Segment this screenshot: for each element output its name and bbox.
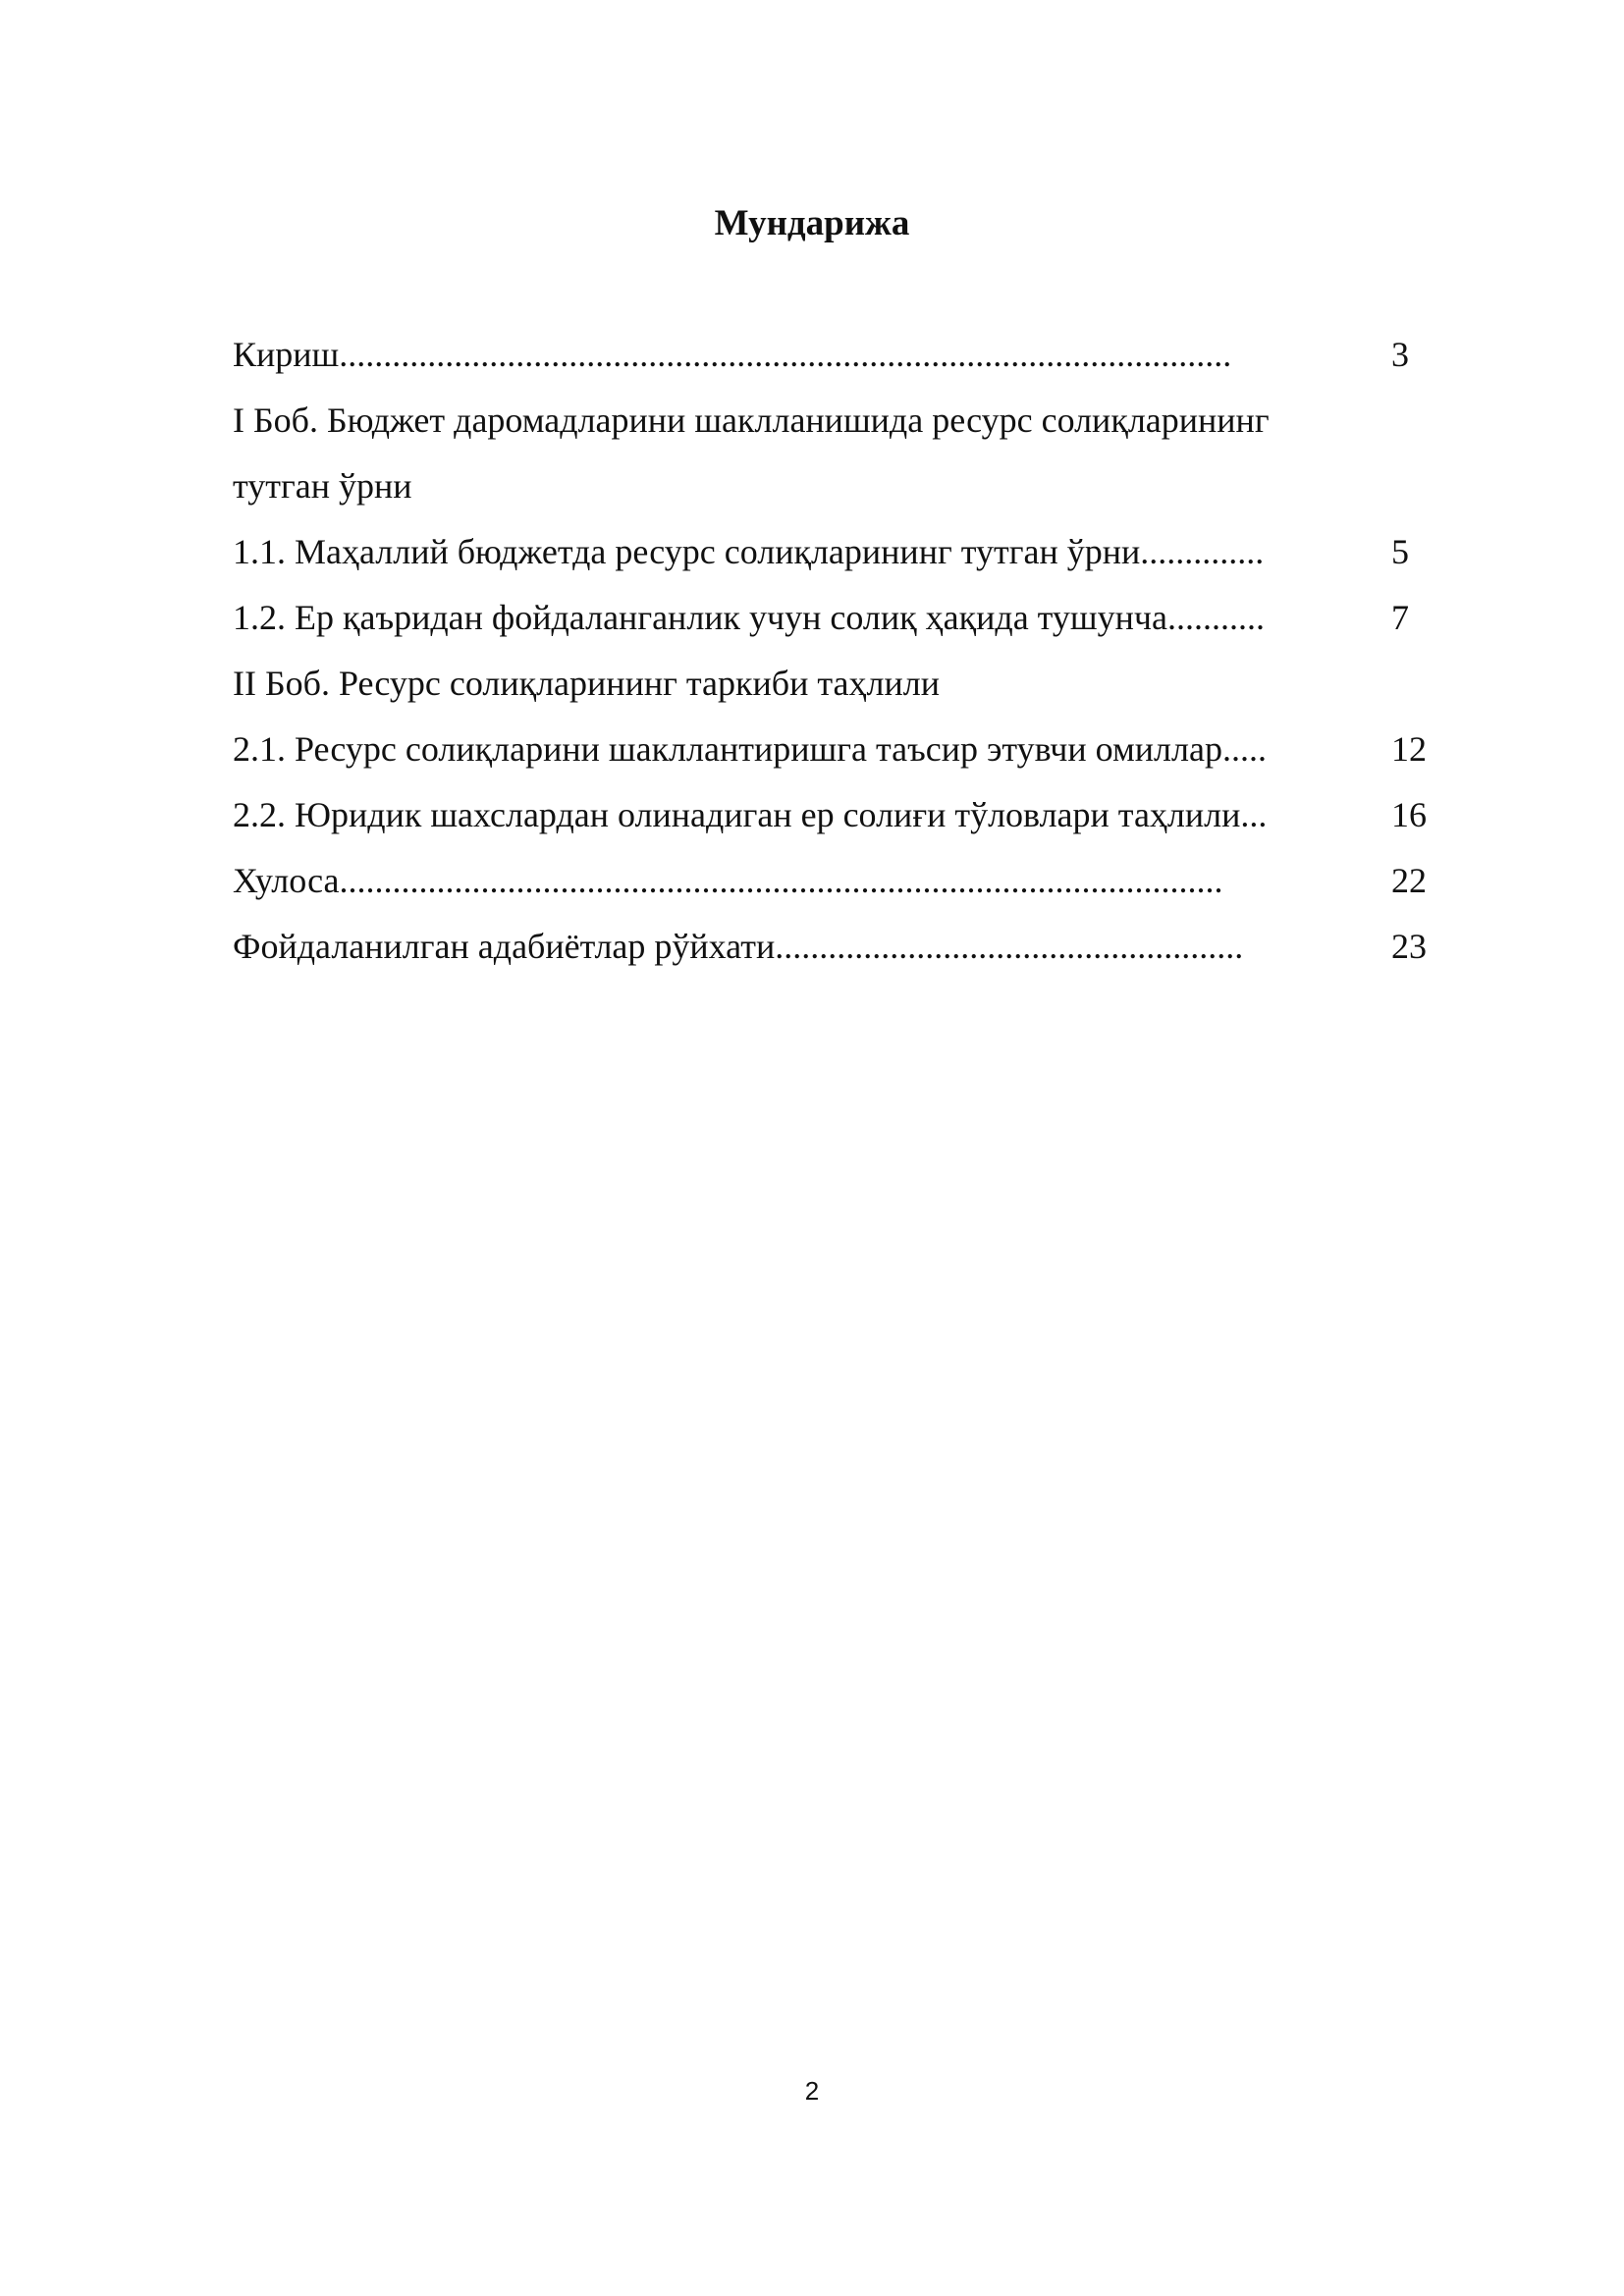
toc-entry-chapter-1-continued[interactable] [233, 454, 1435, 519]
toc-entry-page: 5 [1391, 532, 1409, 571]
page-number: 2 [804, 2076, 820, 2106]
toc-entry-section-2-2[interactable] [233, 782, 1435, 848]
toc-entry-references[interactable] [233, 914, 1435, 980]
toc-entry-text: 2.1. Ресурс солиқларини шакллантиришга таъсир этувчи омиллар..... [233, 729, 1267, 769]
toc-entry-page: 22 [1391, 861, 1427, 900]
toc-entry-conclusion[interactable] [233, 848, 1435, 914]
toc-entry-section-1-2[interactable] [233, 585, 1435, 651]
toc-entry-page: 16 [1391, 795, 1427, 834]
toc-entry-page: 7 [1391, 598, 1409, 637]
toc-entry-text: тутган ўрни [233, 466, 412, 506]
toc-entry-introduction[interactable] [233, 322, 1435, 388]
table-of-contents [233, 322, 1435, 980]
toc-entry-page: 12 [1391, 729, 1427, 769]
toc-entry-text: I Боб. Бюджет даромадларини шаклланишида ресурс солиқларининг [233, 400, 1270, 440]
toc-entry-section-1-1[interactable] [233, 519, 1435, 585]
toc-entry-chapter-1[interactable] [233, 388, 1435, 454]
toc-entry-text: 1.1. Маҳаллий бюджетда ресурс солиқларининг тутган ўрни.............. [233, 532, 1265, 571]
page-title: Мундарижа [714, 203, 910, 243]
toc-entry-text: Хулоса.................................................................................................... [233, 861, 1223, 900]
toc-entry-page: 23 [1391, 927, 1427, 966]
toc-entry-section-2-1[interactable] [233, 717, 1435, 782]
toc-entry-chapter-2[interactable] [233, 651, 1435, 717]
toc-entry-page: 3 [1391, 335, 1409, 374]
toc-entry-text: II Боб. Ресурс солиқларининг таркиби таҳлили [233, 664, 940, 703]
toc-entry-text: Фойдаланилган адабиётлар рўйхати..................................................... [233, 927, 1244, 966]
toc-entry-text: 2.2. Юридик шахслардан олинадиган ер солиғи тўловлари таҳлили... [233, 795, 1268, 834]
toc-entry-text: 1.2. Ер қаъридан фойдаланганлик учун солиқ ҳақида тушунча........... [233, 598, 1265, 637]
toc-entry-text: Кириш..................................................................................................... [233, 335, 1232, 374]
